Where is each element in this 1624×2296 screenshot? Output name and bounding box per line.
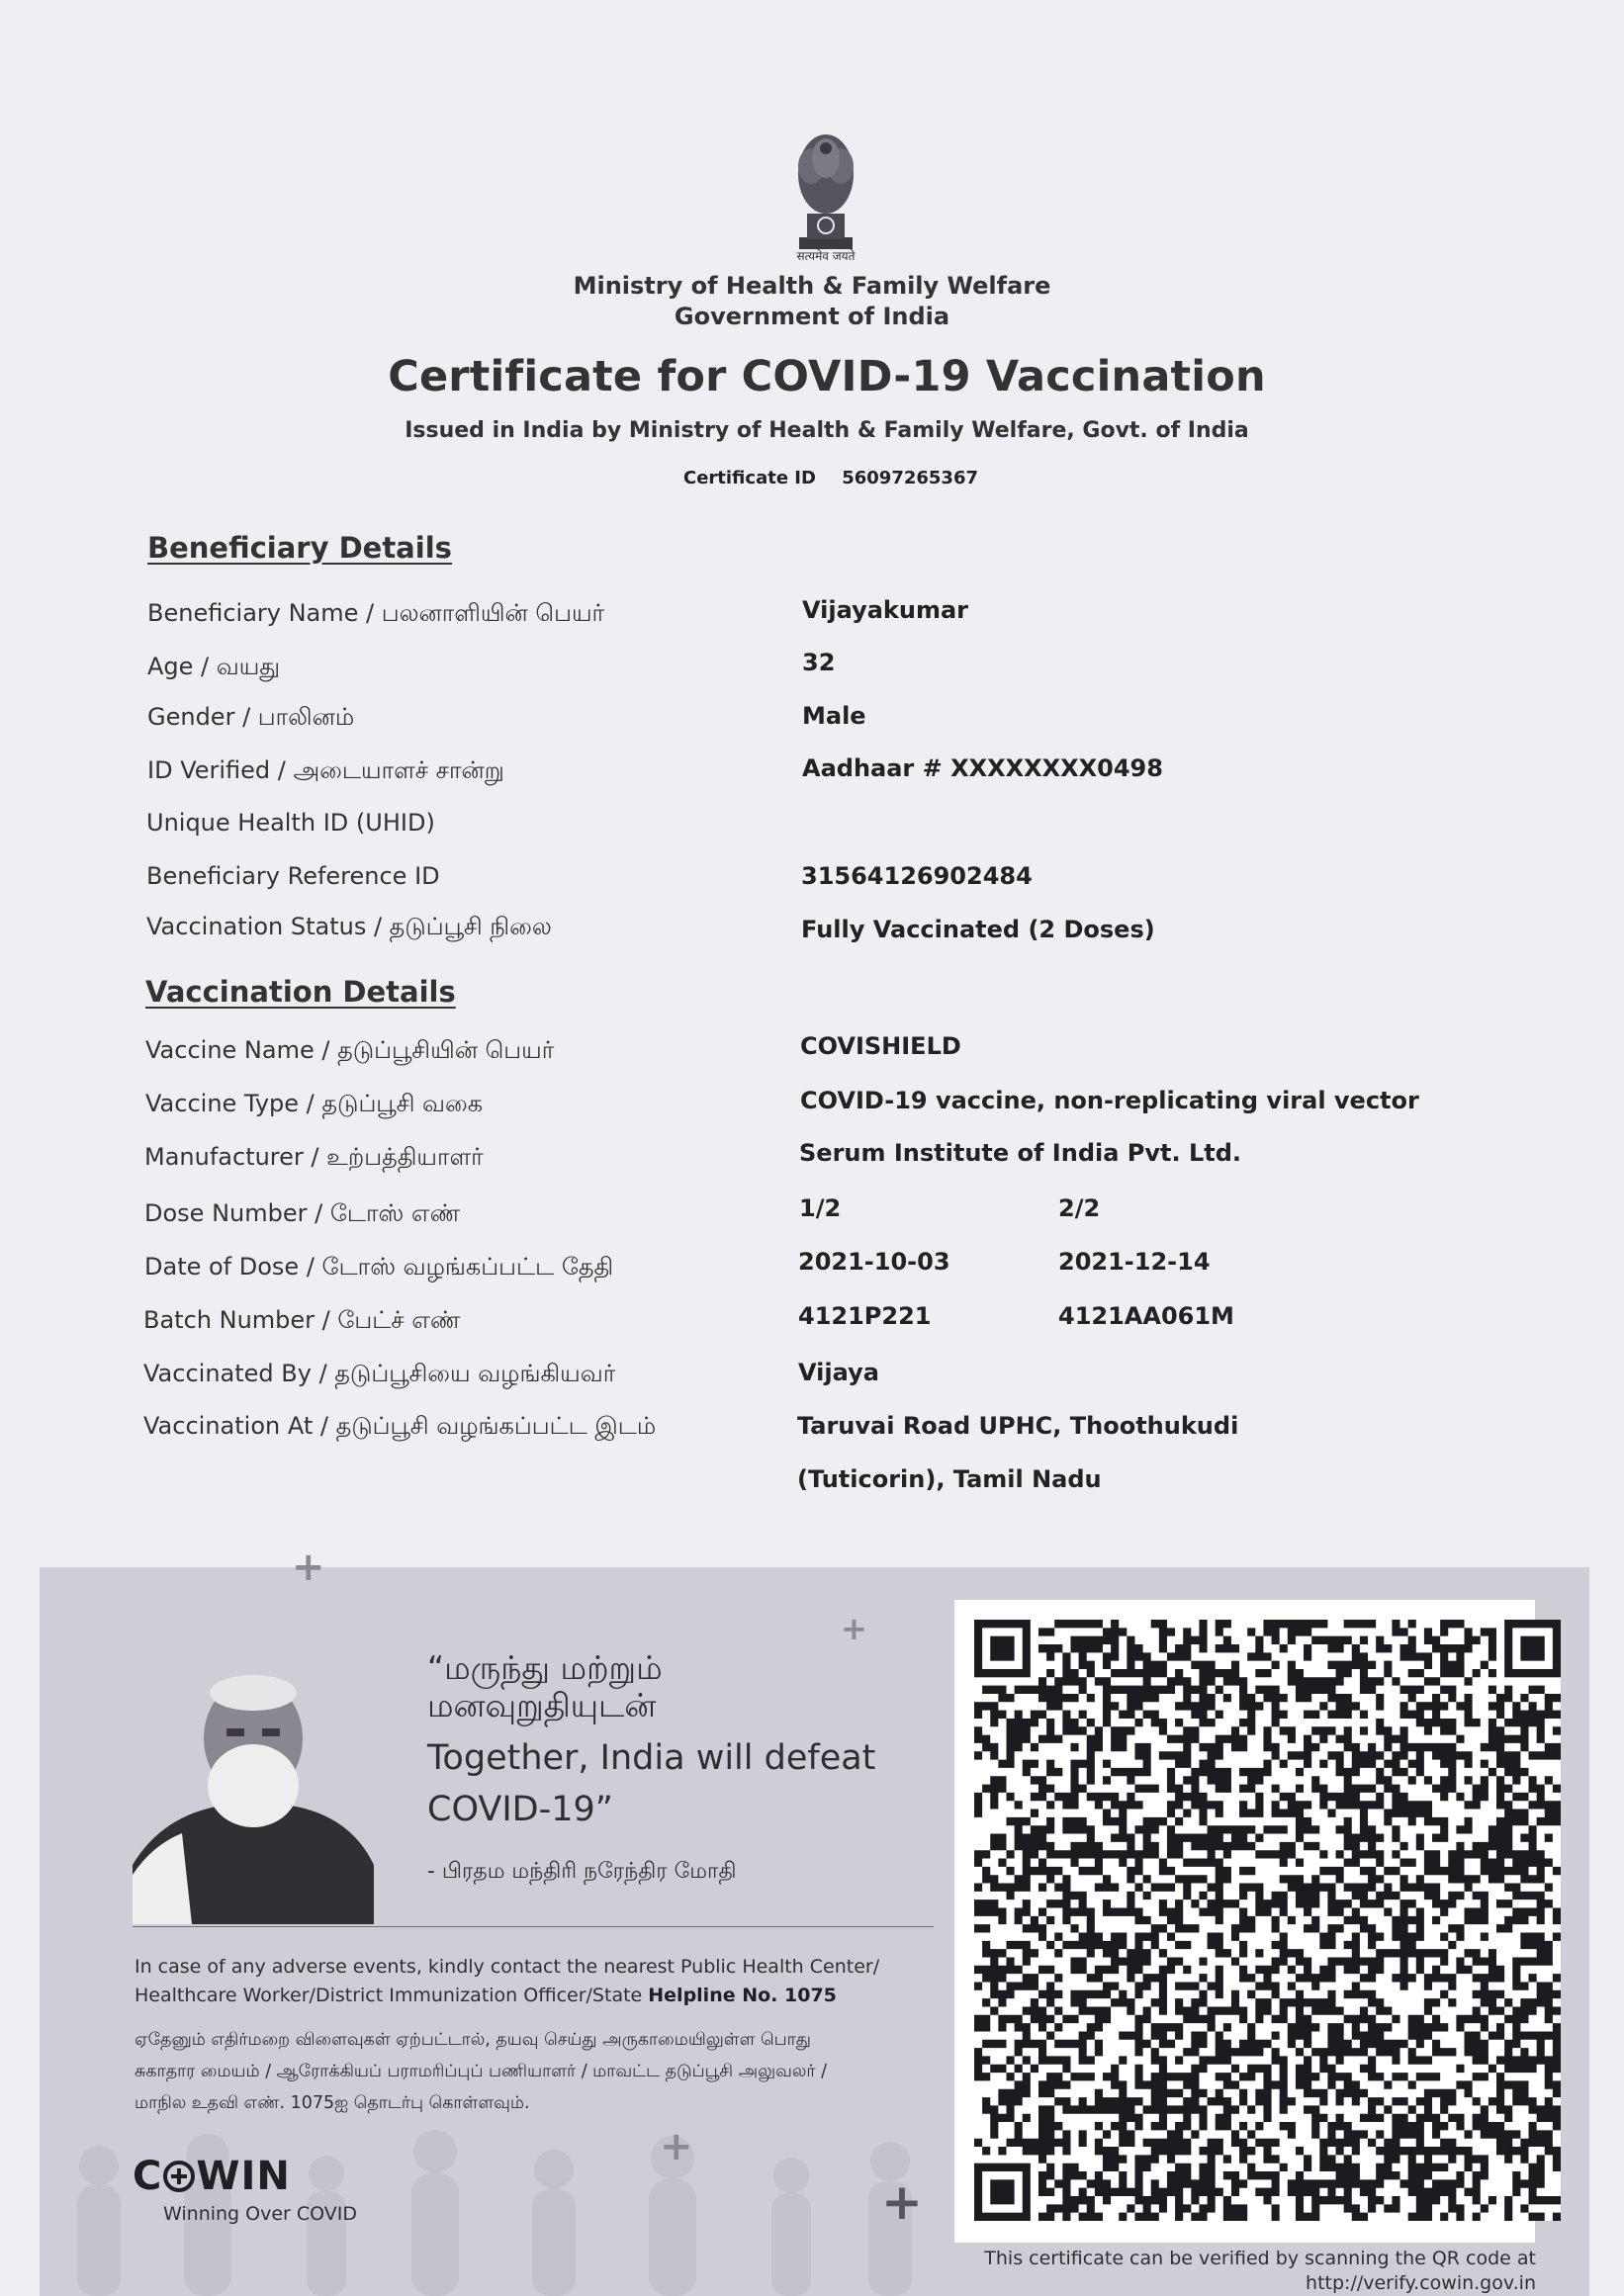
beneficiary-name-value: Vijayakumar — [802, 596, 968, 624]
adverse-events-notice-tamil — [135, 2024, 946, 2119]
gender-value: Male — [802, 702, 866, 730]
adverse-ta-line-2: சுகாதார மையம் / ஆரோக்கியப் பராமரிப்புப் பணியாளர் / மாவட்ட தடுப்பூசி அலுவலர் / — [135, 2062, 828, 2081]
age-label: Age / வயது — [147, 653, 281, 680]
quote-english — [427, 1732, 942, 1835]
adverse-ta-line-1: ஏதேனும் எதிர்மறை விளைவுகள் ஏற்பட்டால், தயவு செய்து அருகாமையிலுள்ள பொது — [135, 2030, 811, 2050]
gender-label: Gender / பாலினம் — [147, 703, 355, 731]
id-verified-label: ID Verified / அடையாளச் சான்று — [147, 756, 504, 784]
quote-english-line-1: Together, India will defeat — [427, 1738, 876, 1778]
vaccination-at-label: Vaccination At / தடுப்பூசி வழங்கப்பட்ட இடம் — [143, 1412, 657, 1440]
verification-note — [949, 2247, 1536, 2296]
plus-decoration-icon: + — [881, 2173, 923, 2231]
vaccination-status-label: Vaccination Status / தடுப்பூசி நிலை — [146, 913, 552, 940]
beneficiary-reference-id-value: 31564126902484 — [801, 862, 1033, 890]
cowin-logo-left: C — [133, 2154, 163, 2199]
emblem-motto: सत्यमेव जयते — [796, 249, 856, 263]
adverse-en-line-2-prefix: Healthcare Worker/District Immunization Officer/State — [135, 1985, 649, 2006]
uhid-label: Unique Health ID (UHID) — [146, 809, 435, 837]
dose-2-batch: 4121AA061M — [1058, 1302, 1234, 1330]
quote-tamil — [427, 1649, 663, 1724]
vaccine-type-value: COVID-19 vaccine, non-replicating viral vector — [800, 1087, 1419, 1114]
dose-1-batch: 4121P221 — [798, 1302, 932, 1330]
vaccine-type-label: Vaccine Type / தடுப்பூசி வகை — [145, 1090, 484, 1117]
adverse-en-line-2 — [135, 1982, 946, 2010]
dose-number-label: Dose Number / டோஸ் எண் — [144, 1199, 461, 1227]
quote-tamil-line-2: மனவுறுதியுடன் — [427, 1686, 657, 1724]
verification-note-line-1: This certificate can be verified by scanning the QR code at — [984, 2248, 1536, 2269]
dose-2-number: 2/2 — [1058, 1194, 1101, 1222]
vaccine-name-label: Vaccine Name / தடுப்பூசியின் பெயர் — [145, 1036, 555, 1064]
vaccination-details-heading: Vaccination Details — [145, 975, 456, 1009]
ministry-line-1: Ministry of Health & Family Welfare — [573, 272, 1051, 300]
id-verified-value: Aadhaar # XXXXXXXX0498 — [802, 754, 1163, 782]
beneficiary-reference-id-label: Beneficiary Reference ID — [146, 862, 440, 890]
batch-number-label: Batch Number / பேட்ச் எண் — [143, 1306, 461, 1334]
certificate-id-label: Certificate ID — [682, 468, 816, 488]
manufacturer-label: Manufacturer / உற்பத்தியாளர் — [144, 1143, 484, 1171]
ministry-line-2: Government of India — [674, 303, 950, 330]
issued-by: Issued in India by Ministry of Health & Family Welfare, Govt. of India — [405, 418, 1249, 443]
helpline-number: Helpline No. 1075 — [648, 1985, 837, 2006]
quote-tamil-line-1: “மருந்து மற்றும் — [427, 1648, 663, 1687]
adverse-en-line-1: In case of any adverse events, kindly contact the nearest Public Health Center/ — [135, 1956, 880, 1978]
quote-attribution: - பிரதம மந்திரி நரேந்திர மோதி — [427, 1859, 737, 1884]
adverse-events-notice-english — [135, 1953, 946, 2010]
vaccinated-by-value: Vijaya — [798, 1359, 879, 1386]
dose-1-number: 1/2 — [799, 1194, 842, 1222]
beneficiary-name-label: Beneficiary Name / பலனாளியின் பெயர் — [147, 599, 605, 627]
adverse-ta-line-3: மாநில உதவி எண். 1075ஐ தொடர்பு கொள்ளவும். — [135, 2093, 530, 2113]
plus-decoration-icon: + — [660, 2124, 693, 2169]
plus-decoration-icon: + — [292, 1545, 325, 1590]
qr-code-icon — [974, 1620, 1561, 2221]
verification-url: http://verify.cowin.gov.in — [1306, 2272, 1536, 2294]
date-of-dose-label: Date of Dose / டோஸ் வழங்கப்பட்ட தேதி — [144, 1253, 614, 1280]
cowin-tagline: Winning Over COVID — [163, 2203, 358, 2225]
manufacturer-value: Serum Institute of India Pvt. Ltd. — [799, 1139, 1242, 1167]
vaccine-name-value: COVISHIELD — [800, 1032, 961, 1060]
dose-1-date: 2021-10-03 — [798, 1248, 950, 1276]
ministry-name — [515, 271, 1109, 332]
age-value: 32 — [802, 649, 836, 676]
vaccination-status-value: Fully Vaccinated (2 Doses) — [801, 916, 1155, 943]
cowin-plus-icon — [163, 2161, 195, 2192]
quote-english-line-2: COVID-19” — [427, 1790, 613, 1829]
cowin-logo-right: WIN — [196, 2154, 291, 2199]
certificate-id-value: 56097265367 — [842, 468, 978, 488]
prime-minister-portrait — [133, 1667, 374, 1924]
vaccination-at-line-2: (Tuticorin), Tamil Nadu — [797, 1465, 1102, 1493]
beneficiary-details-heading: Beneficiary Details — [147, 531, 452, 565]
vaccination-at-line-1: Taruvai Road UPHC, Thoothukudi — [797, 1412, 1239, 1440]
banner-divider — [133, 1926, 934, 1927]
dose-2-date: 2021-12-14 — [1058, 1248, 1211, 1276]
plus-decoration-icon: + — [841, 1610, 867, 1647]
vaccinated-by-label: Vaccinated By / தடுப்பூசியை வழங்கியவர் — [143, 1360, 616, 1387]
cowin-logo — [133, 2154, 291, 2199]
certificate-title: Certificate for COVID-19 Vaccination — [388, 352, 1266, 401]
national-emblem-icon — [781, 119, 870, 267]
certificate-id — [554, 468, 1108, 488]
